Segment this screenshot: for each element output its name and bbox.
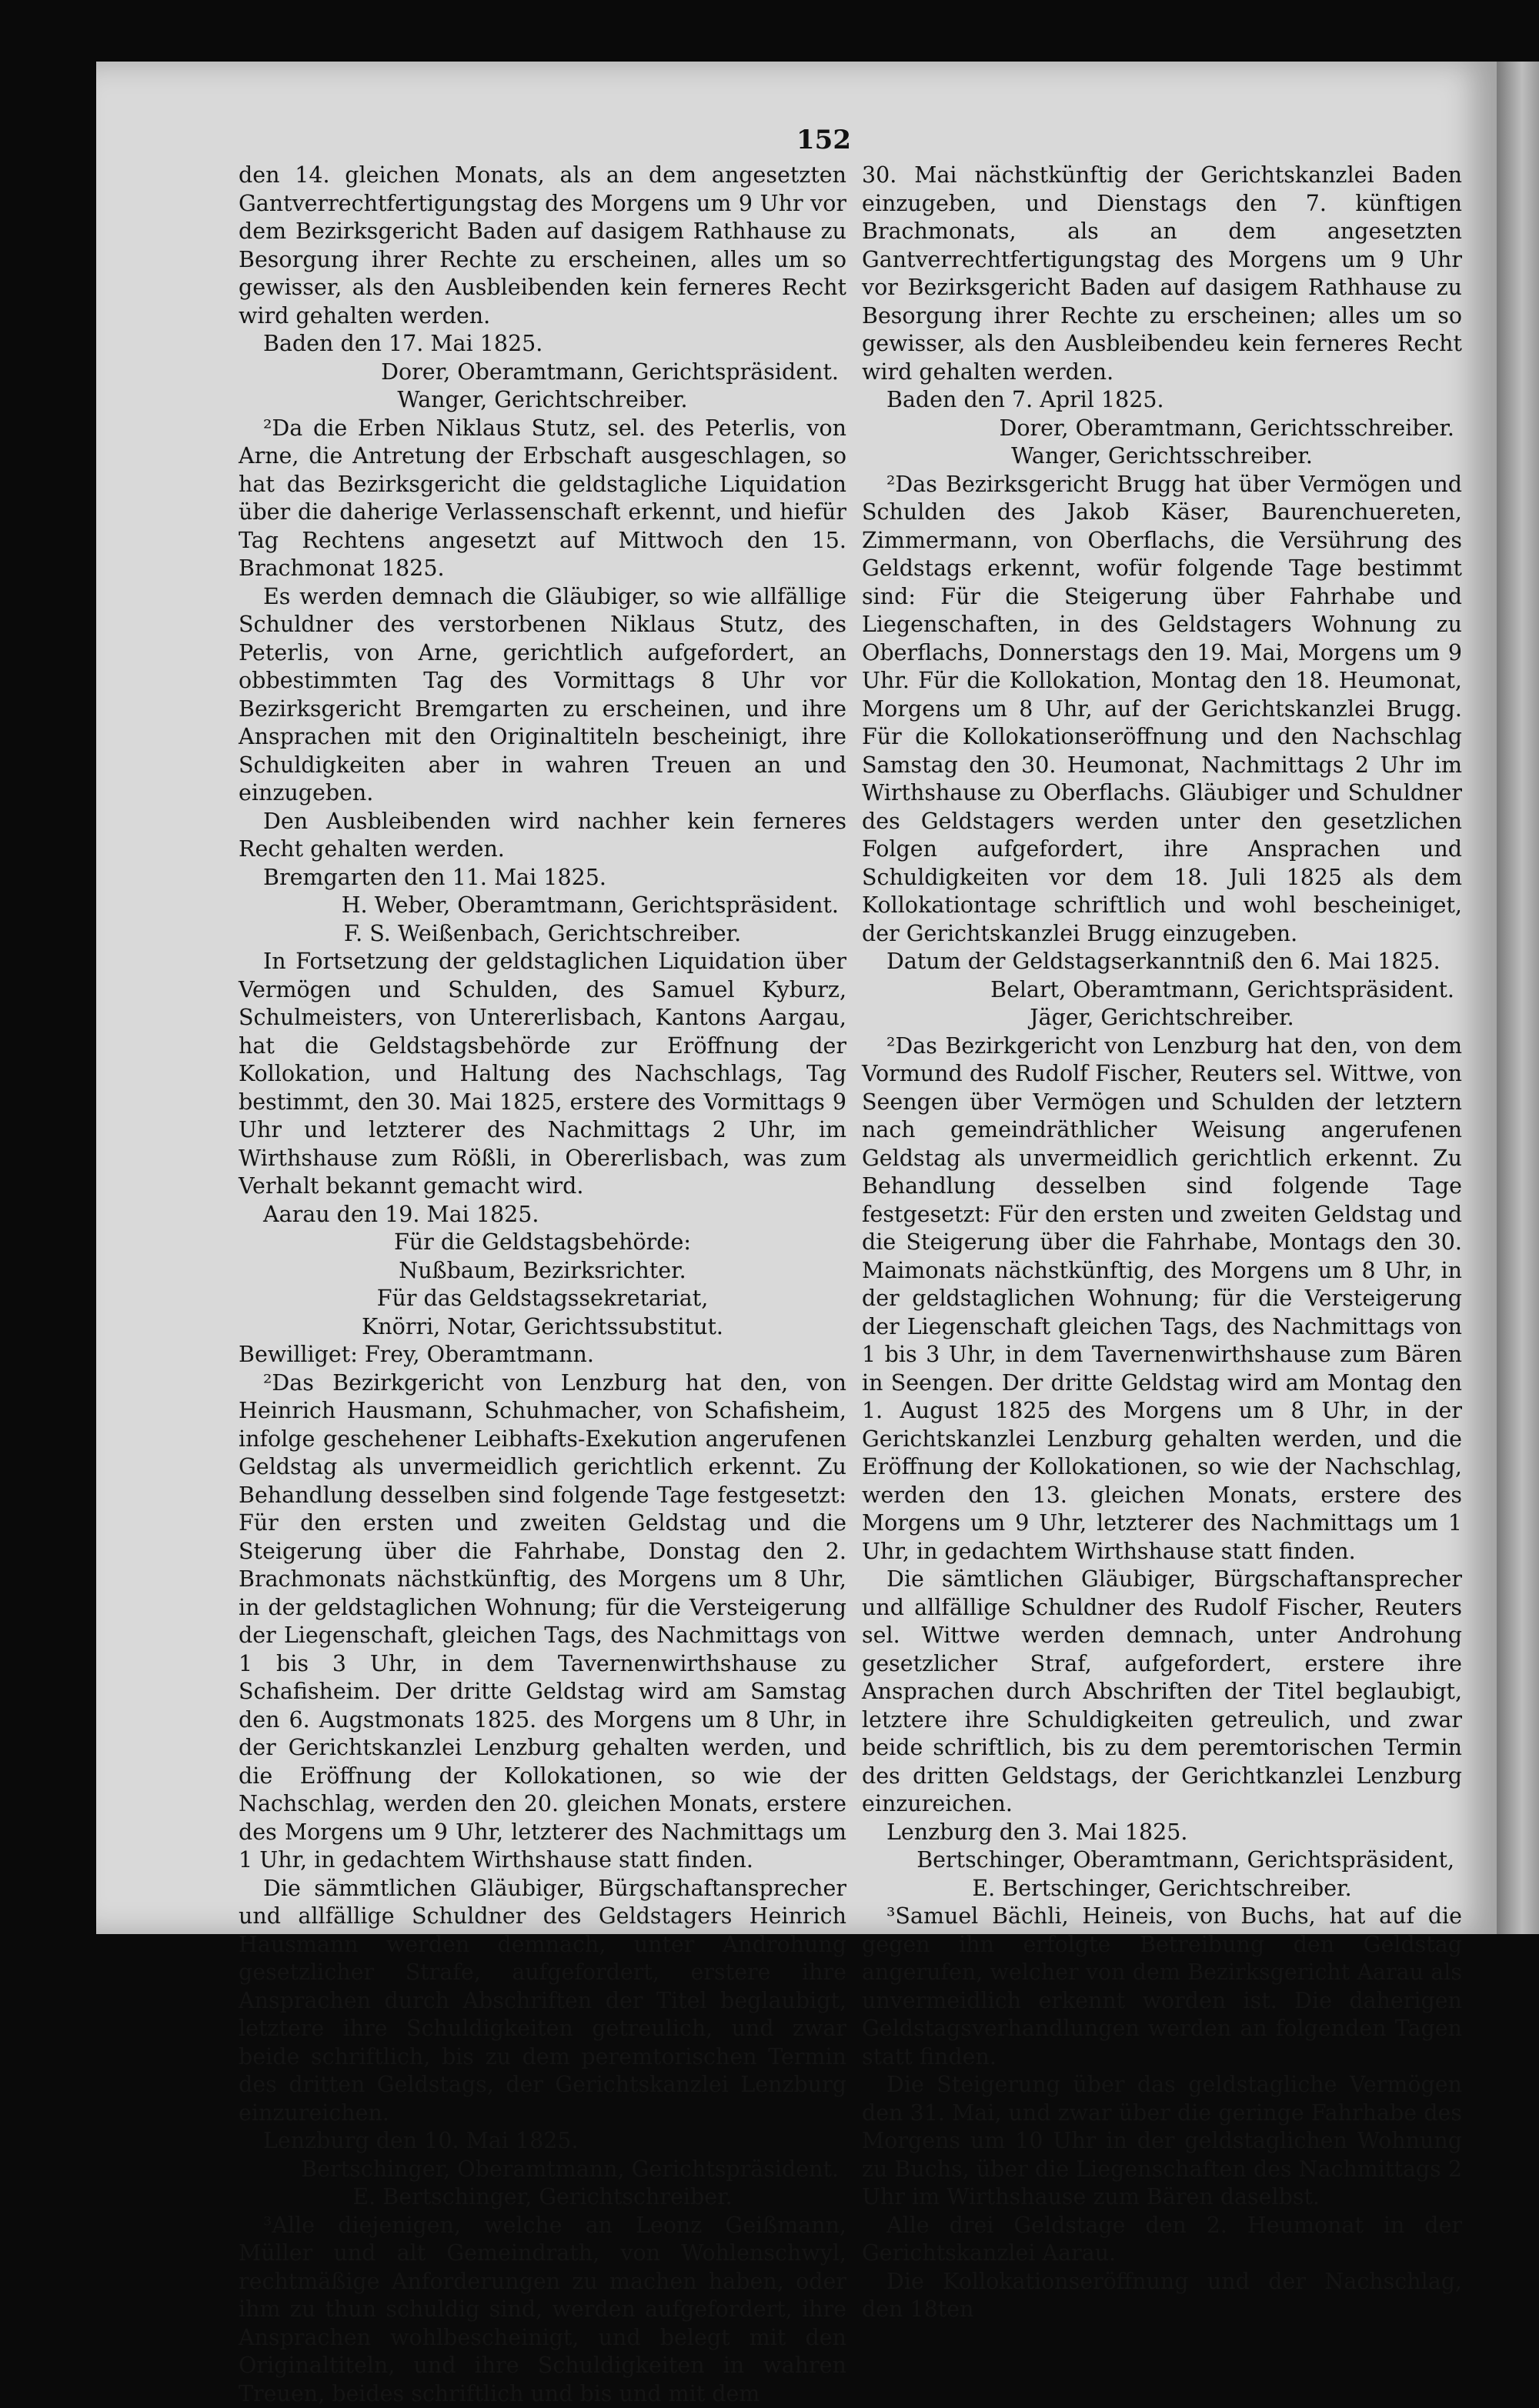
notice-paragraph: In Fortsetzung der geldstaglichen Liquidation über Vermögen und Schulden, des Samuel Kyburz, Schulmeisters, von Untererlisbach, Kantons Aargau, hat die Geldstagsbehörde zur Eröffnung der Kollokation, und Haltung des Nachschlags, Tag bestimmt, den 30. Mai 1825, erstere des Vormittags 9 Uhr und letzterer des Nachmittags 2 Uhr, im Wirthshause zum Rößli, in Obererlisbach, was zum Verhalt bekannt gemacht wird. <box>239 948 846 1201</box>
notice-paragraph: Den Ausbleibenden wird nachher kein ferneres Recht gehalten werden. <box>239 808 846 864</box>
notice-paragraph: ²Das Bezirkgericht von Lenzburg hat den, von dem Vormund des Rudolf Fischer, Reuters sel. Wittwe, von Seengen über Vermögen und Schulden der letztern nach gemeindräthlicher Weisung angerufenen Geldstag als unvermeidlich gerichtlich erkennt. Zu Behandlung desselben sind folgende Tage festgesetzt: Für den ersten und zweiten Geldstag und die Steigerung über die Fahrhabe, Montags den 30. Maimonats nächstkünftig, des Morgens um 8 Uhr, in der geldstaglichen Wohnung; für die Versteigerung der Liegenschaft gleichen Tags, des Nachmittags von 1 bis 3 Uhr, in dem Tavernenwirthshause zum Bären in Seengen. Der dritte Geldstag wird am Montag den 1. August 1825 des Morgens um 8 Uhr, in der Gerichtskanzlei Lenzburg gehalten werden, und die Eröffnung der Kollokationen, so wie der Nachschlag, werden den 13. gleichen Monats, erstere des Morgens um 9 Uhr, letzterer des Nachmittags um 1 Uhr, in gedachtem Wirthshause statt finden. <box>862 1032 1462 1566</box>
place-date: Lenzburg den 10. Mai 1825. <box>239 2127 846 2156</box>
signature: Dorer, Oberamtmann, Gerichtspräsident. <box>239 359 846 387</box>
signature: Wanger, Gerichtsschreiber. <box>862 442 1462 471</box>
place-date: Baden den 7. April 1825. <box>862 386 1462 415</box>
notice-paragraph: Die sämtlichen Gläubiger, Bürgschaftansprecher und allfällige Schuldner des Rudolf Fischer, Reuters sel. Wittwe werden demnach, unter Androhung gesetzlicher Straf, aufgefordert, erstere ihre Ansprachen durch Abschriften der Titel beglaubigt, letztere ihre Schuldigkeiten getreulich, und zwar beide schriftlich, bis zu dem peremtorischen Termin des dritten Geldstags, der Gerichtkanzlei Lenzburg einzureichen. <box>862 1566 1462 1819</box>
signature: Belart, Oberamtmann, Gerichtspräsident. <box>862 976 1462 1005</box>
notice-paragraph: 30. Mai nächstkünftig der Gerichtskanzlei Baden einzugeben, und Dienstags den 7. künftigen Brachmonats, als an dem angesetzten Gantverrechtfertigungstag des Morgens um 9 Uhr vor Bezirksgericht Baden auf dasigem Rathhause zu Besorgung ihrer Rechte zu erscheinen; alles um so gewisser, als den Ausbleibendeu kein ferneres Recht wird gehalten werden. <box>862 162 1462 386</box>
signature: Wanger, Gerichtschreiber. <box>239 386 846 415</box>
signature: Bertschinger, Oberamtmann, Gerichtspräsident, <box>862 1846 1462 1875</box>
signature: Jäger, Gerichtschreiber. <box>862 1004 1462 1032</box>
place-date: Lenzburg den 3. Mai 1825. <box>862 1819 1462 1847</box>
adjacent-page-edge <box>1497 62 1539 1934</box>
notice-paragraph: den 14. gleichen Monats, als an dem angesetzten Gantverrechtfertigungstag des Morgens um 9 Uhr vor dem Bezirksgericht Baden auf dasigem Rathhause zu Besorgung ihrer Rechte zu erscheinen, alles um so gewisser, als den Ausbleibenden kein ferneres Recht wird gehalten werden. <box>239 162 846 330</box>
signature: E. Bertschinger, Gerichtschreiber. <box>862 1875 1462 1903</box>
place-date: Datum der Geldstagserkanntniß den 6. Mai 1825. <box>862 948 1462 976</box>
notice-paragraph: ³Samuel Bächli, Heineis, von Buchs, hat auf die gegen ihn erfolgte Betreibung den Geldstag angerufen, welcher von dem Bezirksgericht Aarau als unvermeidlich erkennt worden ist. Die daherigen Geldstagsverhandlungen werden an folgenden Tagen statt finden. <box>862 1903 1462 2071</box>
signature: Nußbaum, Bezirksrichter. <box>239 1257 846 1286</box>
place-date: Aarau den 19. Mai 1825. <box>239 1201 846 1229</box>
signature: Knörri, Notar, Gerichtssubstitut. <box>239 1313 846 1342</box>
signature: E. Bertschinger, Gerichtschreiber. <box>239 2183 846 2212</box>
page-number: 152 <box>796 125 851 155</box>
place-date: Bremgarten den 11. Mai 1825. <box>239 864 846 892</box>
approval-line: Bewilliget: Frey, Oberamtmann. <box>239 1341 846 1369</box>
notice-paragraph: ³Alle diejenigen, welche an Leonz Geißmann, Müller und alt Gemeindrath, von Wohlenschwyl, rechtmäßige Anforderungen zu machen haben, oder ihm zu thun schuldig sind, werden aufgefordert, ihre Ansprachen wohlbescheinigt, und belegt mit den Originaltiteln, und ihre Schuldigkeiten in wahren Treuen, beides schriftlich und bis und mit dem <box>239 2212 846 2408</box>
signature: Bertschinger, Oberamtmann, Gerichtspräsident. <box>239 2156 846 2184</box>
notice-paragraph: ²Das Bezirkgericht von Lenzburg hat den, von Heinrich Hausmann, Schuhmacher, von Schafisheim, infolge geschehener Leibhafts-Exekution angerufenen Geldstag als unvermeidlich gerichtlich erkennt. Zu Behandlung desselben sind folgende Tage festgesetzt: Für den ersten und zweiten Geldstag und die Steigerung über die Fahrhabe, Donstag den 2. Brachmonats nächstkünftig, des Morgens um 8 Uhr, in der geldstaglichen Wohnung; für die Versteigerung der Liegenschaft, gleichen Tags, des Nachmittags von 1 bis 3 Uhr, in dem Tavernenwirthshause zu Schafisheim. Der dritte Geldstag wird am Samstag den 6. Augstmonats 1825. des Morgens um 8 Uhr, in der Gerichtskanzlei Lenzburg gehalten werden, und die Eröffnung der Kollokationen, so wie der Nachschlag, werden den 20. gleichen Monats, erstere des Morgens um 9 Uhr, letzterer des Nachmittags um 1 Uhr, in gedachtem Wirthshause statt finden. <box>239 1369 846 1875</box>
notice-paragraph: Die sämmtlichen Gläubiger, Bürgschaftansprecher und allfällige Schuldner des Geldstagers Heinrich Hausmann werden demnach, unter Androhung gesetzlicher Strafe, aufgefordert, erstere ihre Ansprachen durch Abschriften der Titel beglaubigt, letztere ihre Schuldigkeiten getreulich, und zwar beide schriftlich, bis zu dem peremtorischen Termin des dritten Geldstags, der Gerichtskanzlei Lenzburg einzureichen. <box>239 1875 846 2128</box>
signature: F. S. Weißenbach, Gerichtschreiber. <box>239 920 846 949</box>
notice-paragraph: Alle drei Geldstage den 2. Heumonat in der Gerichtskanzlei Aarau. <box>862 2212 1462 2268</box>
notice-paragraph: ²Das Bezirksgericht Brugg hat über Vermögen und Schulden des Jakob Käser, Baurenchuereten, Zimmermann, von Oberflachs, die Versührung des Geldstags erkennt, wofür folgende Tage bestimmt sind: Für die Steigerung über Fahrhabe und Liegenschaften, in des Geldstagers Wohnung zu Oberflachs, Donnerstags den 19. Mai, Morgens um 9 Uhr. Für die Kollokation, Montag den 18. Heumonat, Morgens um 8 Uhr, auf der Gerichtskanzlei Brugg. Für die Kollokationseröffnung und den Nachschlag Samstag den 30. Heumonat, Nachmittags 2 Uhr im Wirthshause zu Oberflachs. Gläubiger und Schuldner des Geldstagers werden unter den gesetzlichen Folgen aufgefordert, ihre Ansprachen und Schuldigkeiten vor dem 18. Juli 1825 als dem Kollokationtage schriftlich und wohl bescheiniget, der Gerichtskanzlei Brugg einzugeben. <box>862 471 1462 949</box>
place-date: Baden den 17. Mai 1825. <box>239 330 846 359</box>
notice-paragraph: ²Da die Erben Niklaus Stutz, sel. des Peterlis, von Arne, die Antretung der Erbschaft ausgeschlagen, so hat das Bezirksgericht die geldstagliche Liquidation über die daherige Verlassenschaft erkennt, und hiefür Tag Rechtens angesetzt auf Mittwoch den 15. Brachmonat 1825. <box>239 415 846 583</box>
left-column <box>239 162 846 2408</box>
signature: Für die Geldstagsbehörde: <box>239 1229 846 1257</box>
signature: Dorer, Oberamtmann, Gerichtsschreiber. <box>862 415 1462 443</box>
right-column <box>862 162 1462 2324</box>
notice-paragraph: Die Steigerung über das geldstagliche Vermögen den 31. Mai, und zwar über die geringe Fahrhabe des Morgens um 10 Uhr in der geldstaglichen Wohnung zu Buchs, über die Liegenschaften des Nachmittags 2 Uhr im Wirthshause zum Bären daselbst. <box>862 2071 1462 2212</box>
notice-paragraph: Die Kollokationseröffnung und der Nachschlag, den 18ten <box>862 2268 1462 2324</box>
signature: Für das Geldstagssekretariat, <box>239 1285 846 1313</box>
signature: H. Weber, Oberamtmann, Gerichtspräsident. <box>239 892 846 920</box>
notice-paragraph: Es werden demnach die Gläubiger, so wie allfällige Schuldner des verstorbenen Niklaus Stutz, des Peterlis, von Arne, gerichtlich aufgefordert, an obbestimmten Tag des Vormittags 8 Uhr vor Bezirksgericht Bremgarten zu erscheinen, und ihre Ansprachen mit den Originaltiteln bescheinigt, ihre Schuldigkeiten aber in wahren Treuen an und einzugeben. <box>239 583 846 808</box>
